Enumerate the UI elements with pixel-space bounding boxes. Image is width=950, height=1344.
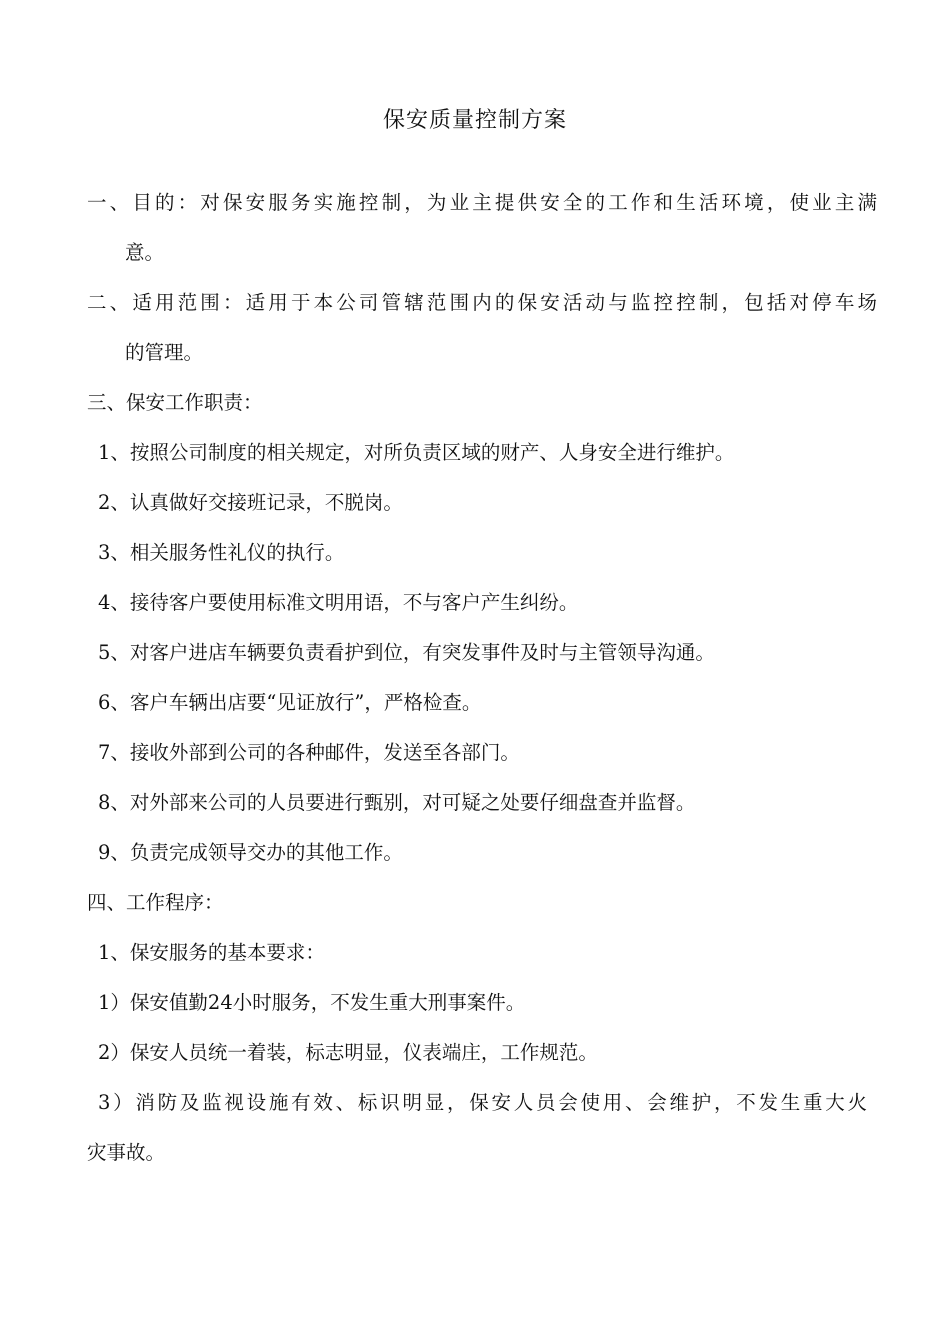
section-procedure-heading: 四、工作程序： xyxy=(87,891,224,914)
document-title: 保安质量控制方案 xyxy=(382,108,567,133)
section-duties-heading: 三、保安工作职责： xyxy=(87,391,263,414)
section-scope-line-1: 二、适用范围：适用于本公司管辖范围内的保安活动与监控控制，包括对停车场 xyxy=(87,291,877,314)
duty-item-9: 9、负责完成领导交办的其他工作。 xyxy=(98,841,403,864)
duty-item-2: 2、认真做好交接班记录，不脱岗。 xyxy=(98,491,403,514)
section-scope-line-2: 的管理。 xyxy=(125,341,204,364)
requirement-item-3-line-2: 灾事故。 xyxy=(87,1141,166,1164)
section-purpose-line-1: 一、目的：对保安服务实施控制，为业主提供安全的工作和生活环境，使业主满 xyxy=(87,191,877,214)
requirement-item-3-line-1: 3）消防及监视设施有效、标识明显，保安人员会使用、会维护，不发生重大火 xyxy=(98,1091,867,1114)
duty-item-6: 6、客户车辆出店要“见证放行”，严格检查。 xyxy=(98,691,482,714)
duty-item-4: 4、接待客户要使用标准文明用语，不与客户产生纠纷。 xyxy=(98,591,579,614)
duty-item-7: 7、接收外部到公司的各种邮件，发送至各部门。 xyxy=(98,741,520,764)
duty-item-1: 1、按照公司制度的相关规定，对所负责区域的财产、人身安全进行维护。 xyxy=(98,441,735,464)
requirement-item-2: 2）保安人员统一着装，标志明显，仪表端庄，工作规范。 xyxy=(98,1041,598,1064)
section-purpose-line-2: 意。 xyxy=(125,241,165,264)
procedure-subheading-1: 1、保安服务的基本要求： xyxy=(98,941,325,964)
requirement-item-1: 1）保安值勤24小时服务，不发生重大刑事案件。 xyxy=(98,991,526,1014)
duty-item-5: 5、对客户进店车辆要负责看护到位，有突发事件及时与主管领导沟通。 xyxy=(98,641,715,664)
duty-item-8: 8、对外部来公司的人员要进行甄别，对可疑之处要仔细盘查并监督。 xyxy=(98,791,696,814)
duty-item-3: 3、相关服务性礼仪的执行。 xyxy=(98,541,345,564)
